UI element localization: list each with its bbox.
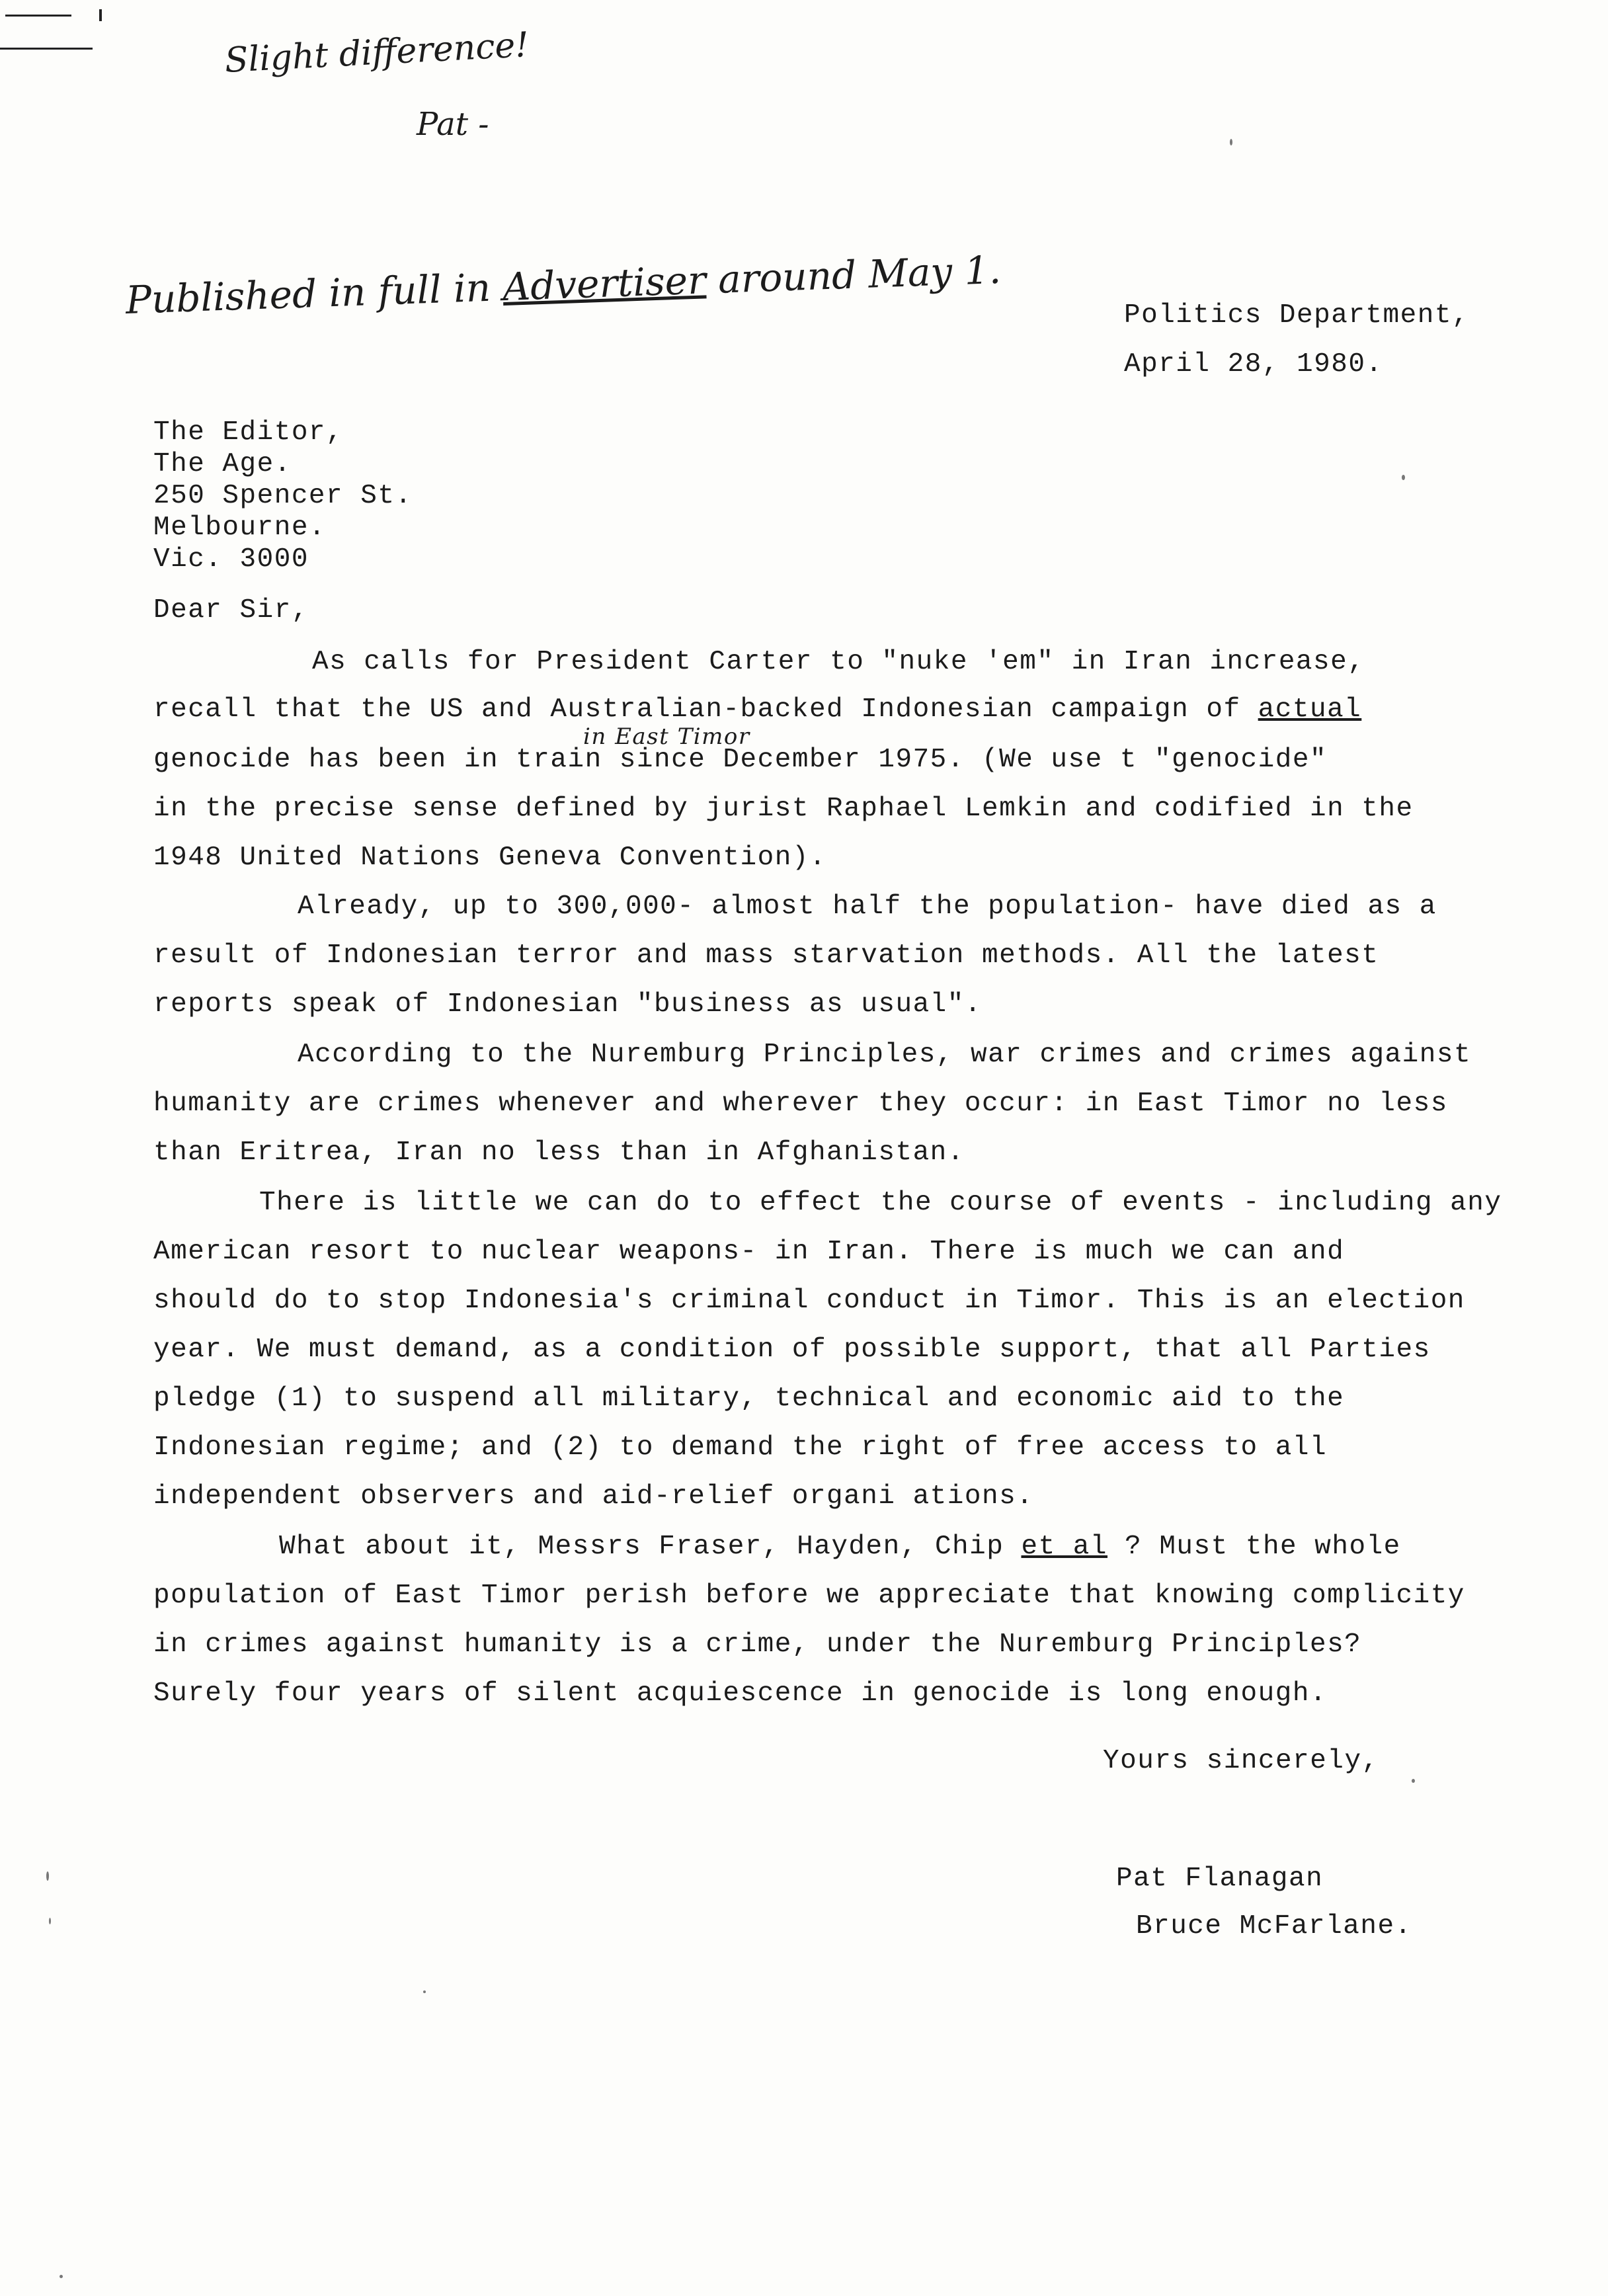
handwritten-initials: Pat -	[417, 106, 489, 143]
body-line: genocide has been in train since December 1975. (We use t "genocide"	[153, 745, 1328, 775]
body-line: in crimes against humanity is a crime, under the Nuremburg Principles?	[153, 1629, 1362, 1660]
body-line: pledge (1) to suspend all military, technical and economic aid to the	[153, 1383, 1345, 1414]
sender-department: Politics Department,	[1124, 300, 1470, 331]
body-line: than Eritrea, Iran no less than in Afghanistan.	[153, 1137, 965, 1168]
body-line: Surely four years of silent acquiescence in genocide is long enough.	[153, 1678, 1328, 1709]
handwritten-published-note	[125, 247, 1002, 323]
body-line: independent observers and aid-relief organi ations.	[153, 1481, 1034, 1512]
body-line: population of East Timor perish before we appreciate that knowing complicity	[153, 1580, 1465, 1611]
scan-speck	[46, 1871, 49, 1881]
underlined-word: et al	[1021, 1532, 1108, 1562]
handwritten-note: Slight difference!	[223, 24, 530, 81]
body-line: in the precise sense defined by jurist Raphael Lemkin and codified in the	[153, 794, 1414, 824]
scan-speck	[423, 1990, 426, 1993]
body-text: recall that the US and Australian-backed Indonesian campaign of	[153, 694, 1258, 725]
body-line: 1948 United Nations Geneva Convention).	[153, 842, 827, 873]
body-text: ? Must the whole	[1107, 1532, 1401, 1562]
scan-mark	[0, 48, 93, 50]
underlined-word: actual	[1258, 694, 1362, 725]
closing: Yours sincerely,	[1103, 1746, 1379, 1776]
recipient-line: 250 Spencer St.	[153, 481, 413, 511]
body-line: reports speak of Indonesian "business as usual".	[153, 989, 982, 1020]
scan-mark	[5, 15, 71, 17]
body-line: should do to stop Indonesia's criminal conduct in Timor. This is an election	[153, 1286, 1465, 1316]
body-line: humanity are crimes whenever and wherever they occur: in East Timor no less	[153, 1088, 1448, 1119]
recipient-line: The Age.	[153, 449, 292, 479]
letter-date: April 28, 1980.	[1124, 349, 1383, 380]
recipient-line: The Editor,	[153, 417, 344, 448]
body-line: According to the Nuremburg Principles, war crimes and crimes against	[298, 1040, 1472, 1070]
scan-speck	[1412, 1779, 1415, 1783]
scan-speck	[60, 2275, 63, 2278]
sender-block	[1124, 291, 1469, 389]
signatory-name: Pat Flanagan	[1116, 1864, 1324, 1894]
recipient-line: Vic. 3000	[153, 544, 309, 575]
body-line	[279, 1532, 1401, 1562]
scan-speck	[1230, 139, 1232, 145]
body-line: year. We must demand, as a condition of possible support, that all Parties	[153, 1334, 1431, 1365]
body-line: As calls for President Carter to "nuke 'em" in Iran increase,	[312, 647, 1365, 677]
recipient-line: Melbourne.	[153, 512, 327, 543]
body-line: result of Indonesian terror and mass starvation methods. All the latest	[153, 940, 1379, 971]
handwritten-insertion: in East Timor	[583, 723, 750, 750]
body-line	[153, 694, 1361, 725]
recipient-block	[153, 417, 413, 575]
body-line: American resort to nuclear weapons- in Iran. There is much we can and	[153, 1237, 1345, 1267]
salutation: Dear Sir,	[153, 595, 309, 626]
scan-mark	[99, 9, 102, 21]
published-paper: Advertiser	[502, 257, 707, 310]
signatory-name: Bruce McFarlane.	[1136, 1911, 1412, 1942]
scan-speck	[1402, 475, 1405, 480]
scan-speck	[49, 1918, 51, 1924]
published-suffix: around May 1.	[705, 247, 1002, 303]
body-line: Already, up to 300,000- almost half the population- have died as a	[298, 891, 1437, 922]
published-prefix: Published in full in	[124, 265, 504, 323]
body-line: Indonesian regime; and (2) to demand the right of free access to all	[153, 1432, 1328, 1463]
body-text: What about it, Messrs Fraser, Hayden, Chip	[279, 1532, 1022, 1562]
body-line: There is little we can do to effect the course of events - including any	[259, 1188, 1502, 1218]
